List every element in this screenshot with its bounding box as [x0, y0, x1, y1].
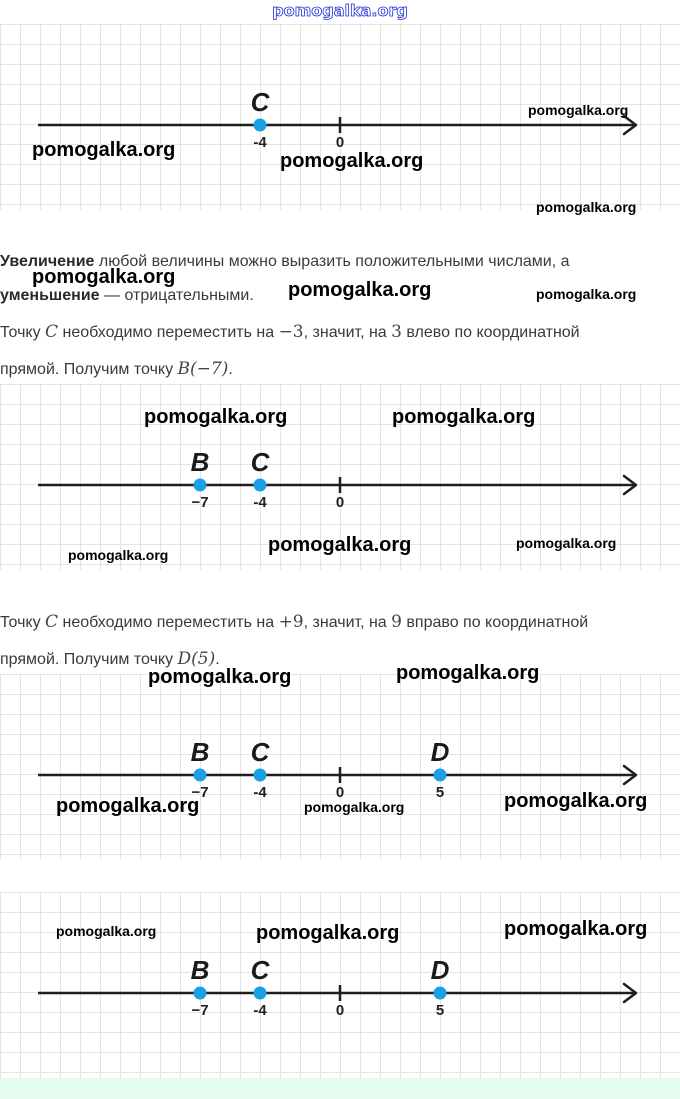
- watermark: pomogalka.org: [528, 102, 629, 118]
- paragraph-move-left: Точку C необходимо переместить на −3, значит, на 3 влево по координатной прямой. Получим точку B(−7).: [0, 322, 580, 379]
- point-name-c: C: [250, 955, 270, 985]
- watermark: pomogalka.org: [280, 150, 424, 172]
- watermark: pomogalka.org: [56, 923, 157, 939]
- math-result: B(−7): [177, 359, 229, 379]
- tick-label: -4: [253, 494, 267, 511]
- tick-label: -4: [253, 134, 267, 151]
- tick-label: −7: [191, 784, 209, 801]
- bold-decrease: уменьшение: [0, 287, 100, 304]
- bottom-bar: [0, 1078, 680, 1099]
- tick-label: 5: [435, 1002, 445, 1019]
- watermark: pomogalka.org: [516, 535, 617, 551]
- watermark: pomogalka.org: [32, 266, 176, 288]
- text-fragment: — отрицательными.: [99, 287, 254, 304]
- number-line-figure-3: [0, 674, 680, 860]
- watermark: pomogalka.org: [504, 918, 648, 940]
- zero-label: 0: [335, 134, 345, 151]
- watermark: pomogalka.org: [396, 662, 540, 684]
- watermark: pomogalka.org: [288, 279, 432, 301]
- watermark: pomogalka.org: [536, 199, 637, 215]
- math-shift: +9: [278, 612, 304, 632]
- watermark: pomogalka.org: [392, 406, 536, 428]
- watermark: pomogalka.org: [144, 406, 288, 428]
- point-c: [254, 119, 267, 132]
- number-line-svg: [0, 674, 680, 860]
- math-shift: −3: [278, 322, 304, 342]
- point-c: [254, 769, 267, 782]
- point-name-c: C: [250, 87, 270, 117]
- watermark: pomogalka.org: [32, 139, 176, 161]
- header-watermark[interactable]: pomogalka.org: [272, 1, 408, 20]
- watermark: pomogalka.org: [256, 922, 400, 944]
- watermark: pomogalka.org: [504, 790, 648, 812]
- tick-label: 5: [435, 784, 445, 801]
- zero-label: 0: [335, 1002, 345, 1019]
- tick-label: −7: [191, 494, 209, 511]
- point-c: [254, 479, 267, 492]
- math-var: C: [45, 612, 59, 632]
- paragraph-move-right: Точку C необходимо переместить на +9, значит, на 9 вправо по координатной прямой. Получим точку D(5).: [0, 612, 589, 669]
- point-name-d: D: [430, 955, 450, 985]
- point-b: [194, 987, 207, 1000]
- watermark: pomogalka.org: [304, 799, 405, 815]
- watermark: pomogalka.org: [148, 666, 292, 688]
- point-name-b: B: [190, 737, 210, 767]
- zero-label: 0: [335, 494, 345, 511]
- point-name-c: C: [250, 737, 270, 767]
- watermark: pomogalka.org: [56, 795, 200, 817]
- watermark: pomogalka.org: [68, 547, 169, 563]
- point-b: [194, 479, 207, 492]
- math-number: 3: [391, 322, 402, 342]
- point-b: [194, 769, 207, 782]
- point-c: [254, 987, 267, 1000]
- math-result: D(5): [177, 649, 216, 669]
- point-name-b: B: [190, 955, 210, 985]
- point-name-b: B: [190, 447, 210, 477]
- watermark: pomogalka.org: [268, 534, 412, 556]
- zero-label: 0: [335, 784, 345, 801]
- point-name-d: D: [430, 737, 450, 767]
- text-fragment: любой величины можно выразить положительными числами, а: [94, 253, 570, 270]
- point-d: [434, 769, 447, 782]
- math-number: 9: [391, 612, 402, 632]
- watermark: pomogalka.org: [536, 286, 637, 302]
- tick-label: -4: [253, 1002, 267, 1019]
- bold-increase: Увеличение: [0, 253, 95, 270]
- point-d: [434, 987, 447, 1000]
- tick-label: -4: [253, 784, 267, 801]
- tick-label: −7: [191, 1002, 209, 1019]
- point-name-c: C: [250, 447, 270, 477]
- math-var: C: [45, 322, 59, 342]
